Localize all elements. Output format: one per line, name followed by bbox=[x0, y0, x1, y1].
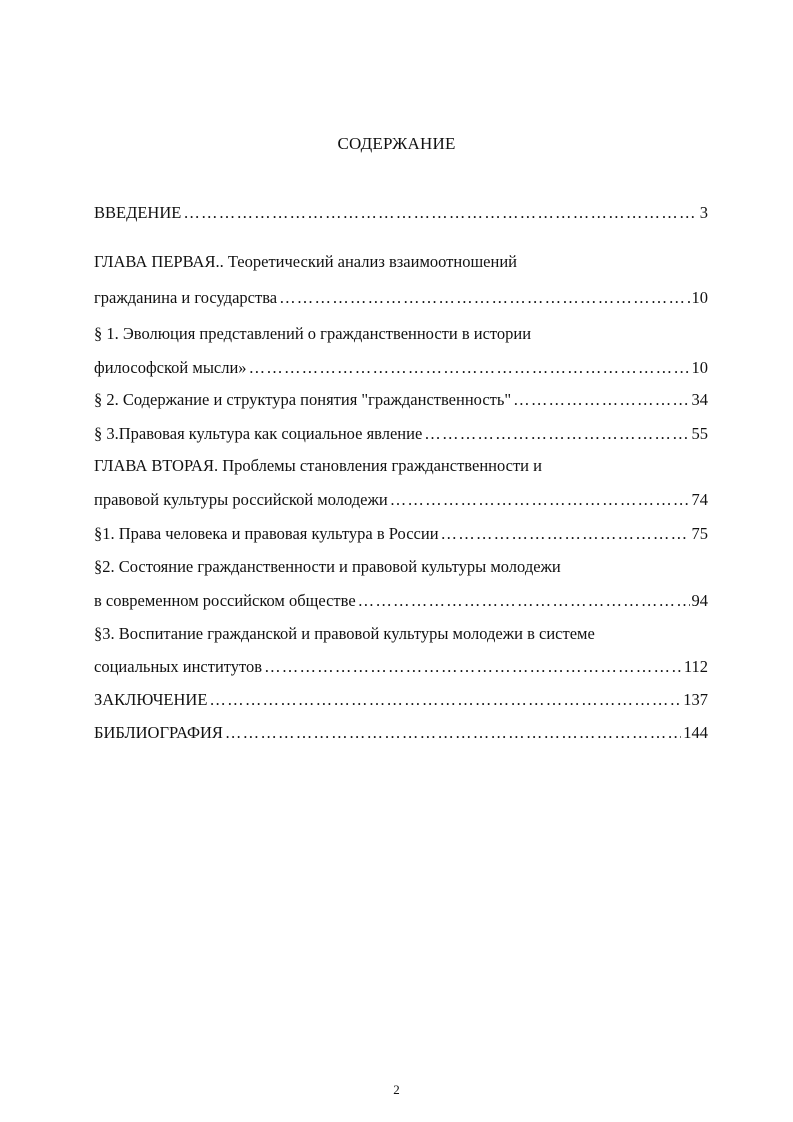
chapter-title: Теоретический анализ взаимоотношений bbox=[227, 252, 517, 271]
toc-entry-intro[interactable] bbox=[94, 203, 708, 223]
toc-page: 94 bbox=[691, 591, 708, 610]
toc-entry-chapter1-line2[interactable] bbox=[94, 288, 708, 308]
toc-entry-ch1-s3[interactable] bbox=[94, 424, 708, 444]
toc-page: 144 bbox=[683, 723, 708, 742]
toc-label: БИБЛИОГРАФИЯ bbox=[94, 723, 223, 742]
toc-page: 10 bbox=[691, 358, 708, 377]
toc-page: 137 bbox=[683, 690, 708, 709]
toc-entry-ch1-s2[interactable] bbox=[94, 390, 708, 410]
toc-entry-conclusion[interactable] bbox=[94, 690, 708, 710]
toc-label: правовой культуры российской молодежи bbox=[94, 490, 388, 509]
dot-leader bbox=[513, 390, 689, 410]
toc-page: 34 bbox=[691, 390, 708, 409]
dot-leader bbox=[225, 723, 681, 743]
toc-label: философской мысли» bbox=[94, 358, 247, 377]
chapter-heading: ГЛАВА ВТОРАЯ. bbox=[94, 456, 219, 475]
dot-leader bbox=[441, 524, 690, 544]
toc-label: §1. Права человека и правовая культура в России bbox=[94, 524, 439, 543]
toc-page: 3 bbox=[699, 203, 708, 222]
dot-leader bbox=[209, 690, 681, 710]
toc-label: § 2. Содержание и структура понятия "гражданственность" bbox=[94, 390, 512, 409]
chapter-heading: ГЛАВА ПЕРВАЯ.. bbox=[94, 252, 224, 271]
chapter-title: Проблемы становления гражданственности и bbox=[222, 456, 542, 475]
dot-leader bbox=[264, 657, 682, 677]
toc-page: 112 bbox=[683, 657, 708, 676]
toc-page: 10 bbox=[691, 288, 708, 307]
toc-entry-ch2-s2-line1[interactable]: §2. Состояние гражданственности и правовой культуры молодежи bbox=[94, 557, 561, 576]
toc-page: 75 bbox=[691, 524, 708, 543]
toc-entry-ch2-s1[interactable] bbox=[94, 524, 708, 544]
page-number: 2 bbox=[393, 1082, 400, 1097]
dot-leader bbox=[390, 490, 690, 510]
dot-leader bbox=[358, 591, 690, 611]
toc-label: ЗАКЛЮЧЕНИЕ bbox=[94, 690, 208, 709]
dot-leader bbox=[183, 203, 697, 223]
toc-entry-ch1-s1-line2[interactable] bbox=[94, 358, 708, 378]
page-title: СОДЕРЖАНИЕ bbox=[337, 134, 456, 153]
dot-leader bbox=[249, 358, 690, 378]
toc-entry-ch2-s2-line2[interactable] bbox=[94, 591, 708, 611]
toc-entry-ch1-s1-line1[interactable]: § 1. Эволюция представлений о гражданственности в истории bbox=[94, 324, 532, 343]
toc-label: ВВЕДЕНИЕ bbox=[94, 203, 182, 222]
dot-leader bbox=[279, 288, 689, 308]
toc-label: в современном российском обществе bbox=[94, 591, 356, 610]
toc-page: 74 bbox=[691, 490, 708, 509]
toc-label: гражданина и государства bbox=[94, 288, 278, 307]
toc-entry-ch2-s3-line2[interactable] bbox=[94, 657, 708, 677]
toc-entry-chapter1-line1[interactable] bbox=[94, 252, 517, 272]
toc-page: 55 bbox=[691, 424, 708, 443]
toc-entry-bibliography[interactable] bbox=[94, 723, 708, 743]
toc-label: социальных институтов bbox=[94, 657, 263, 676]
toc-label: § 3.Правовая культура как социальное явление bbox=[94, 424, 423, 443]
toc-entry-ch2-s3-line1[interactable]: §3. Воспитание гражданской и правовой культуры молодежи в системе bbox=[94, 624, 595, 643]
dot-leader bbox=[424, 424, 689, 444]
toc-entry-chapter2-line2[interactable] bbox=[94, 490, 708, 510]
toc-entry-chapter2-line1[interactable] bbox=[94, 456, 542, 476]
